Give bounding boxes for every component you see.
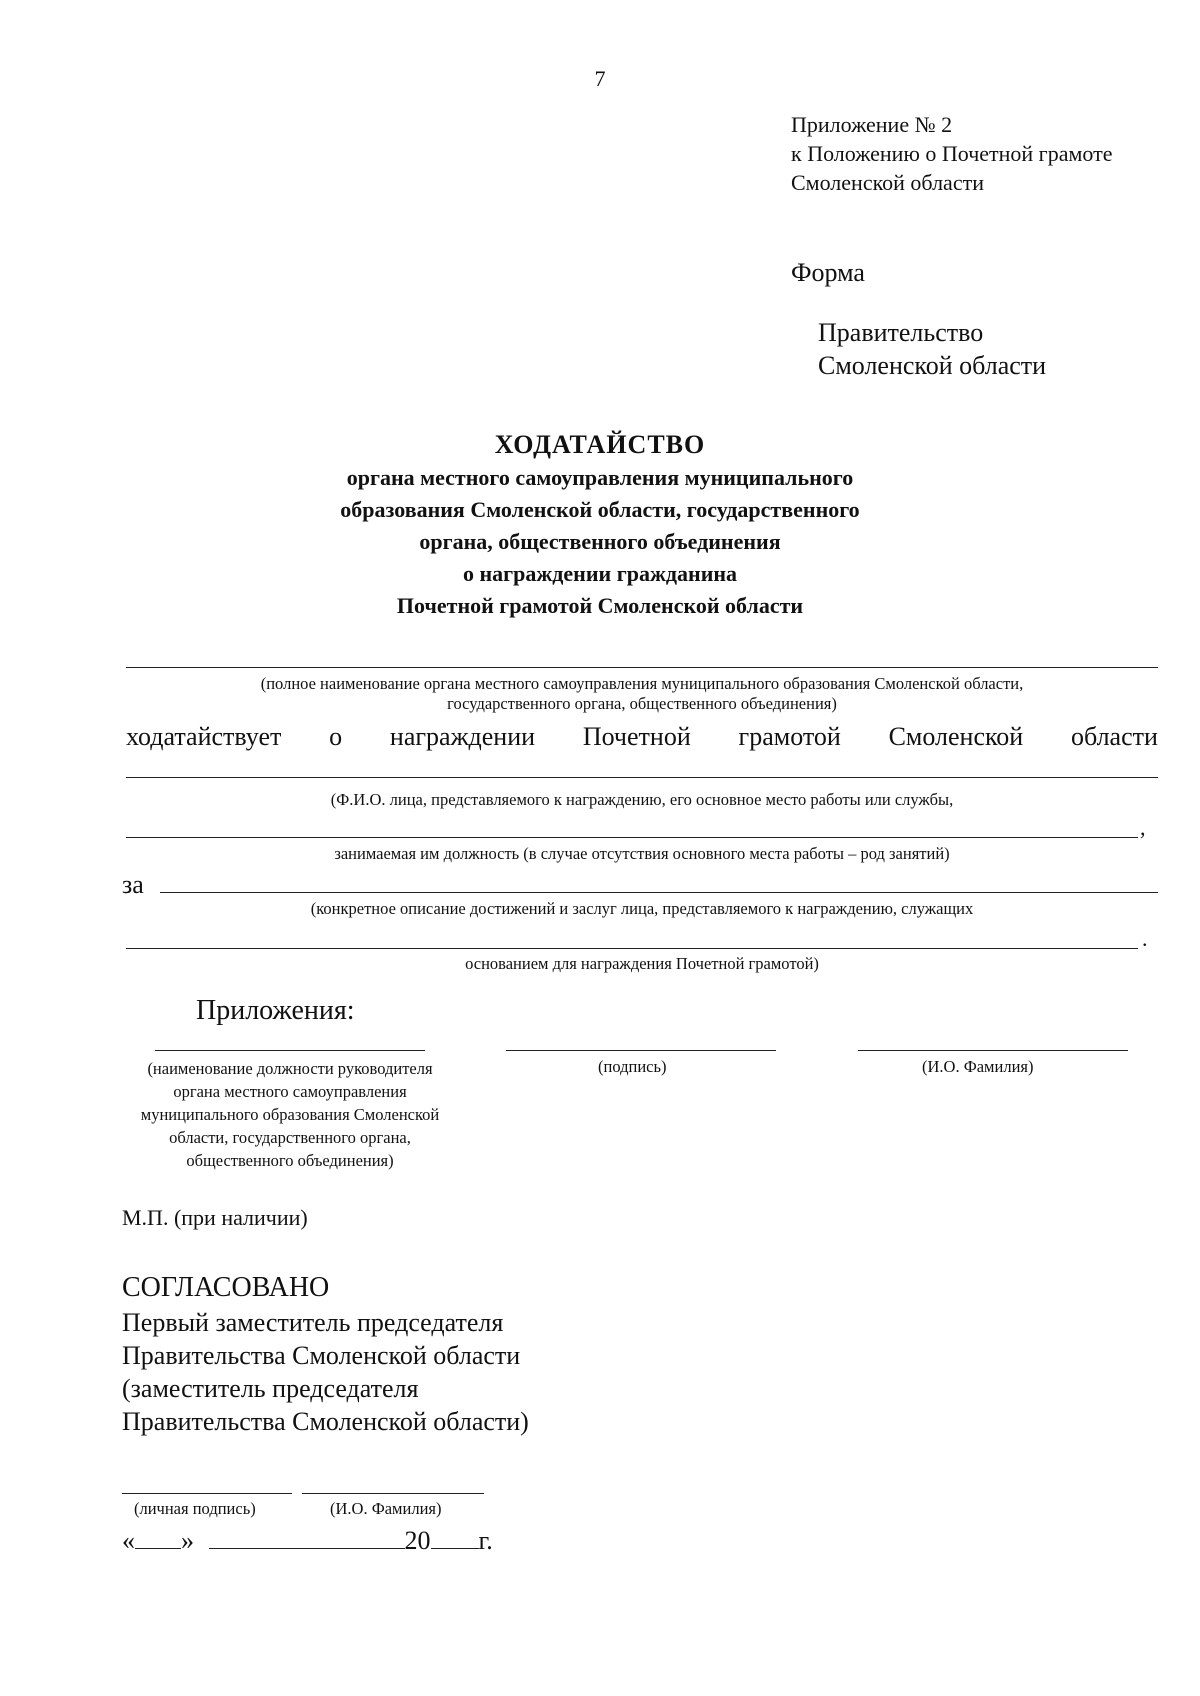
annex-line-2: к Положению о Почетной грамоте bbox=[791, 141, 1113, 166]
annex-reference bbox=[791, 110, 1112, 197]
personal-signature-caption: (личная подпись) bbox=[134, 1499, 256, 1518]
document-title bbox=[0, 428, 1200, 622]
petition-word: награждении bbox=[389, 722, 536, 751]
form-label: Форма bbox=[791, 258, 865, 287]
attachments-label: Приложения: bbox=[196, 995, 355, 1026]
date-close-quote: » bbox=[181, 1526, 194, 1555]
petition-word: области bbox=[1071, 722, 1158, 751]
date-year-suffix: г. bbox=[478, 1526, 493, 1555]
addressee-line-2: Смоленской области bbox=[818, 351, 1047, 380]
position-title-caption: (наименование должности руководителя органа местного самоуправления муниципального образования Смоленской области, государственного органа, общественного объединения) bbox=[140, 1059, 440, 1170]
petition-word: ходатайствует bbox=[126, 722, 282, 751]
achievements-caption-2: основанием для награждения Почетной грамотой) bbox=[465, 954, 819, 973]
agreed-line-4: Правительства Смоленской области) bbox=[122, 1407, 529, 1436]
title-line-4: о награждении гражданина bbox=[462, 561, 738, 586]
position-caption: занимаемая им должность (в случае отсутствия основного места работы – род занятий) bbox=[334, 844, 950, 863]
petition-word: грамотой bbox=[738, 722, 841, 751]
title-line-3: органа, общественного объединения bbox=[419, 529, 781, 554]
person-name-line[interactable] bbox=[126, 777, 1158, 778]
agreed-line-1: Первый заместитель председателя bbox=[122, 1308, 504, 1337]
date-year-prefix: 20 bbox=[404, 1526, 431, 1555]
title-main: ХОДАТАЙСТВО bbox=[494, 430, 706, 459]
agreed-heading: СОГЛАСОВАНО bbox=[122, 1272, 330, 1303]
za-label: за bbox=[122, 870, 144, 899]
agreed-official bbox=[122, 1306, 529, 1438]
stamp-label: М.П. (при наличии) bbox=[122, 1205, 308, 1230]
date-day-input[interactable] bbox=[135, 1522, 181, 1549]
organ-name-line[interactable] bbox=[126, 667, 1158, 668]
bottom-name-line[interactable] bbox=[302, 1493, 484, 1494]
organ-name-caption-line-2: государственного органа, общественного объединения) bbox=[447, 694, 837, 713]
organ-name-caption bbox=[126, 674, 1158, 714]
title-line-2: образования Смоленской области, государственного bbox=[340, 497, 860, 522]
addressee-line-1: Правительство bbox=[818, 318, 984, 347]
date-open-quote: « bbox=[122, 1526, 135, 1555]
position-line-comma: , bbox=[1140, 815, 1146, 840]
petition-word: Смоленской bbox=[888, 722, 1024, 751]
bottom-name-caption: (И.О. Фамилия) bbox=[330, 1499, 442, 1518]
achievements-line-2[interactable] bbox=[126, 948, 1138, 949]
agreed-line-2: Правительства Смоленской области bbox=[122, 1341, 521, 1370]
position-line[interactable] bbox=[126, 837, 1138, 838]
personal-signature-line[interactable] bbox=[122, 1493, 292, 1494]
page-number: 7 bbox=[594, 66, 606, 91]
agreed-line-3: (заместитель председателя bbox=[122, 1374, 419, 1403]
achievements-line-1[interactable] bbox=[160, 892, 1158, 893]
annex-line-1: Приложение № 2 bbox=[791, 112, 953, 137]
addressee bbox=[818, 316, 1046, 382]
name-caption: (И.О. Фамилия) bbox=[922, 1057, 1034, 1076]
signature-caption: (подпись) bbox=[598, 1057, 667, 1076]
petition-word: Почетной bbox=[582, 722, 691, 751]
achievements-caption-1: (конкретное описание достижений и заслуг лица, представляемого к награждению, служащих bbox=[310, 899, 974, 918]
petition-word: о bbox=[329, 722, 343, 751]
date-year-input[interactable] bbox=[431, 1522, 479, 1549]
date-field bbox=[122, 1522, 493, 1556]
organ-name-caption-line-1: (полное наименование органа местного самоуправления муниципального образования Смоленской области, bbox=[260, 674, 1024, 693]
achievements-line-period: . bbox=[1142, 926, 1148, 951]
date-month-input[interactable] bbox=[209, 1522, 405, 1549]
name-line[interactable] bbox=[858, 1050, 1128, 1051]
title-line-1: органа местного самоуправления муниципального bbox=[346, 465, 854, 490]
petition-sentence bbox=[126, 722, 1158, 752]
position-title-line[interactable] bbox=[155, 1050, 425, 1051]
person-caption: (Ф.И.О. лица, представляемого к награждению, его основное место работы или службы, bbox=[330, 790, 954, 809]
annex-line-3: Смоленской области bbox=[791, 170, 984, 195]
title-line-5: Почетной грамотой Смоленской области bbox=[396, 593, 804, 618]
signature-line[interactable] bbox=[506, 1050, 776, 1051]
